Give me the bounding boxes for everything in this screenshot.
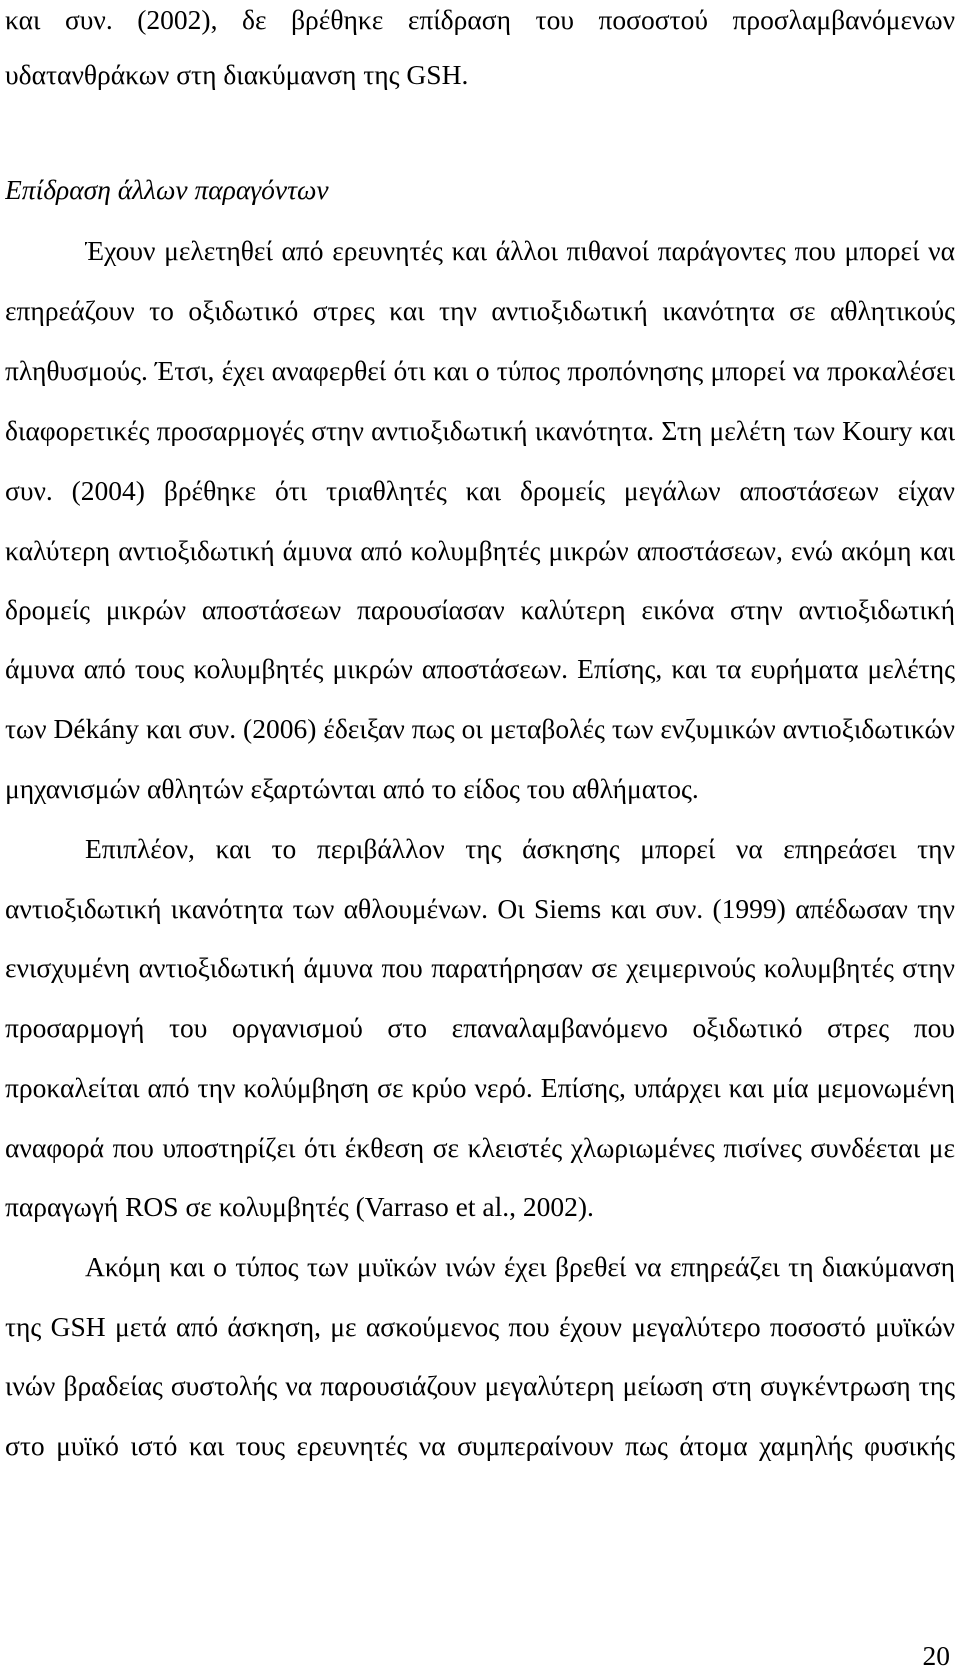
text-line: προσαρμογή του οργανισμού στο επαναλαμβανόμενο οξιδωτικό στρες που	[5, 1012, 955, 1043]
text-line: Επιπλέον, και το περιβάλλον της άσκησης μπορεί να επηρεάσει την	[85, 833, 955, 864]
text-line: δρομείς μικρών αποστάσεων παρουσίασαν καλύτερη εικόνα στην αντιοξιδωτική	[5, 594, 955, 625]
text-line: στο μυϊκό ιστό και τους ερευνητές να συμπεραίνουν πως άτομα χαμηλής φυσικής	[5, 1430, 955, 1461]
text-line: επηρεάζουν το οξιδωτικό στρες και την αντιοξιδωτική ικανότητα σε αθλητικούς	[5, 295, 955, 326]
text-line: παραγωγή ROS σε κολυμβητές (Varraso et al., 2002).	[5, 1191, 594, 1222]
text-line: αναφορά που υποστηρίζει ότι έκθεση σε κλειστές χλωριωμένες πισίνες συνδέεται με	[5, 1132, 955, 1163]
text-line: άμυνα από τους κολυμβητές μικρών αποστάσεων. Επίσης, και τα ευρήματα μελέτης	[5, 653, 955, 684]
text-line: προκαλείται από την κολύμβηση σε κρύο νερό. Επίσης, υπάρχει και μία μεμονωμένη	[5, 1072, 955, 1103]
text-line: πληθυσμούς. Έτσι, έχει αναφερθεί ότι και ο τύπος προπόνησης μπορεί να προκαλέσει	[5, 355, 955, 386]
text-line: Ακόμη και ο τύπος των μυϊκών ινών έχει βρεθεί να επηρεάζει τη διακύμανση	[85, 1251, 955, 1282]
text-line: ινών βραδείας συστολής να παρουσιάζουν μεγαλύτερη μείωση στη συγκέντρωση της	[5, 1370, 955, 1401]
text-line: των Dékány και συν. (2006) έδειξαν πως οι μεταβολές των ενζυμικών αντιοξιδωτικών	[5, 713, 955, 744]
text-line: διαφορετικές προσαρμογές στην αντιοξιδωτική ικανότητα. Στη μελέτη των Koury και	[5, 415, 955, 446]
text-line: μηχανισμών αθλητών εξαρτώνται από το είδος του αθλήματος.	[5, 773, 699, 804]
text-line: καλύτερη αντιοξιδωτική άμυνα από κολυμβητές μικρών αποστάσεων, ενώ ακόμη και	[5, 535, 955, 566]
page-number: 20	[922, 1640, 950, 1671]
text-line: ενισχυμένη αντιοξιδωτική άμυνα που παρατήρησαν σε χειμερινούς κολυμβητές στην	[5, 952, 955, 983]
text-line: Έχουν μελετηθεί από ερευνητές και άλλοι πιθανοί παράγοντες που μπορεί να	[85, 235, 955, 266]
text-line: της GSH μετά από άσκηση, με ασκούμενος που έχουν μεγαλύτερο ποσοστό μυϊκών	[5, 1311, 955, 1342]
text-line: συν. (2004) βρέθηκε ότι τριαθλητές και δρομείς μεγάλων αποστάσεων είχαν	[5, 475, 955, 506]
section-heading: Επίδραση άλλων παραγόντων	[5, 174, 329, 205]
document-page	[5, 0, 955, 1678]
text-line: υδατανθράκων στη διακύμανση της GSH.	[5, 59, 469, 90]
text-line: και συν. (2002), δε βρέθηκε επίδραση του ποσοστού προσλαμβανόμενων	[5, 4, 955, 35]
text-line: αντιοξιδωτική ικανότητα των αθλουμένων. Οι Siems και συν. (1999) απέδωσαν την	[5, 893, 955, 924]
